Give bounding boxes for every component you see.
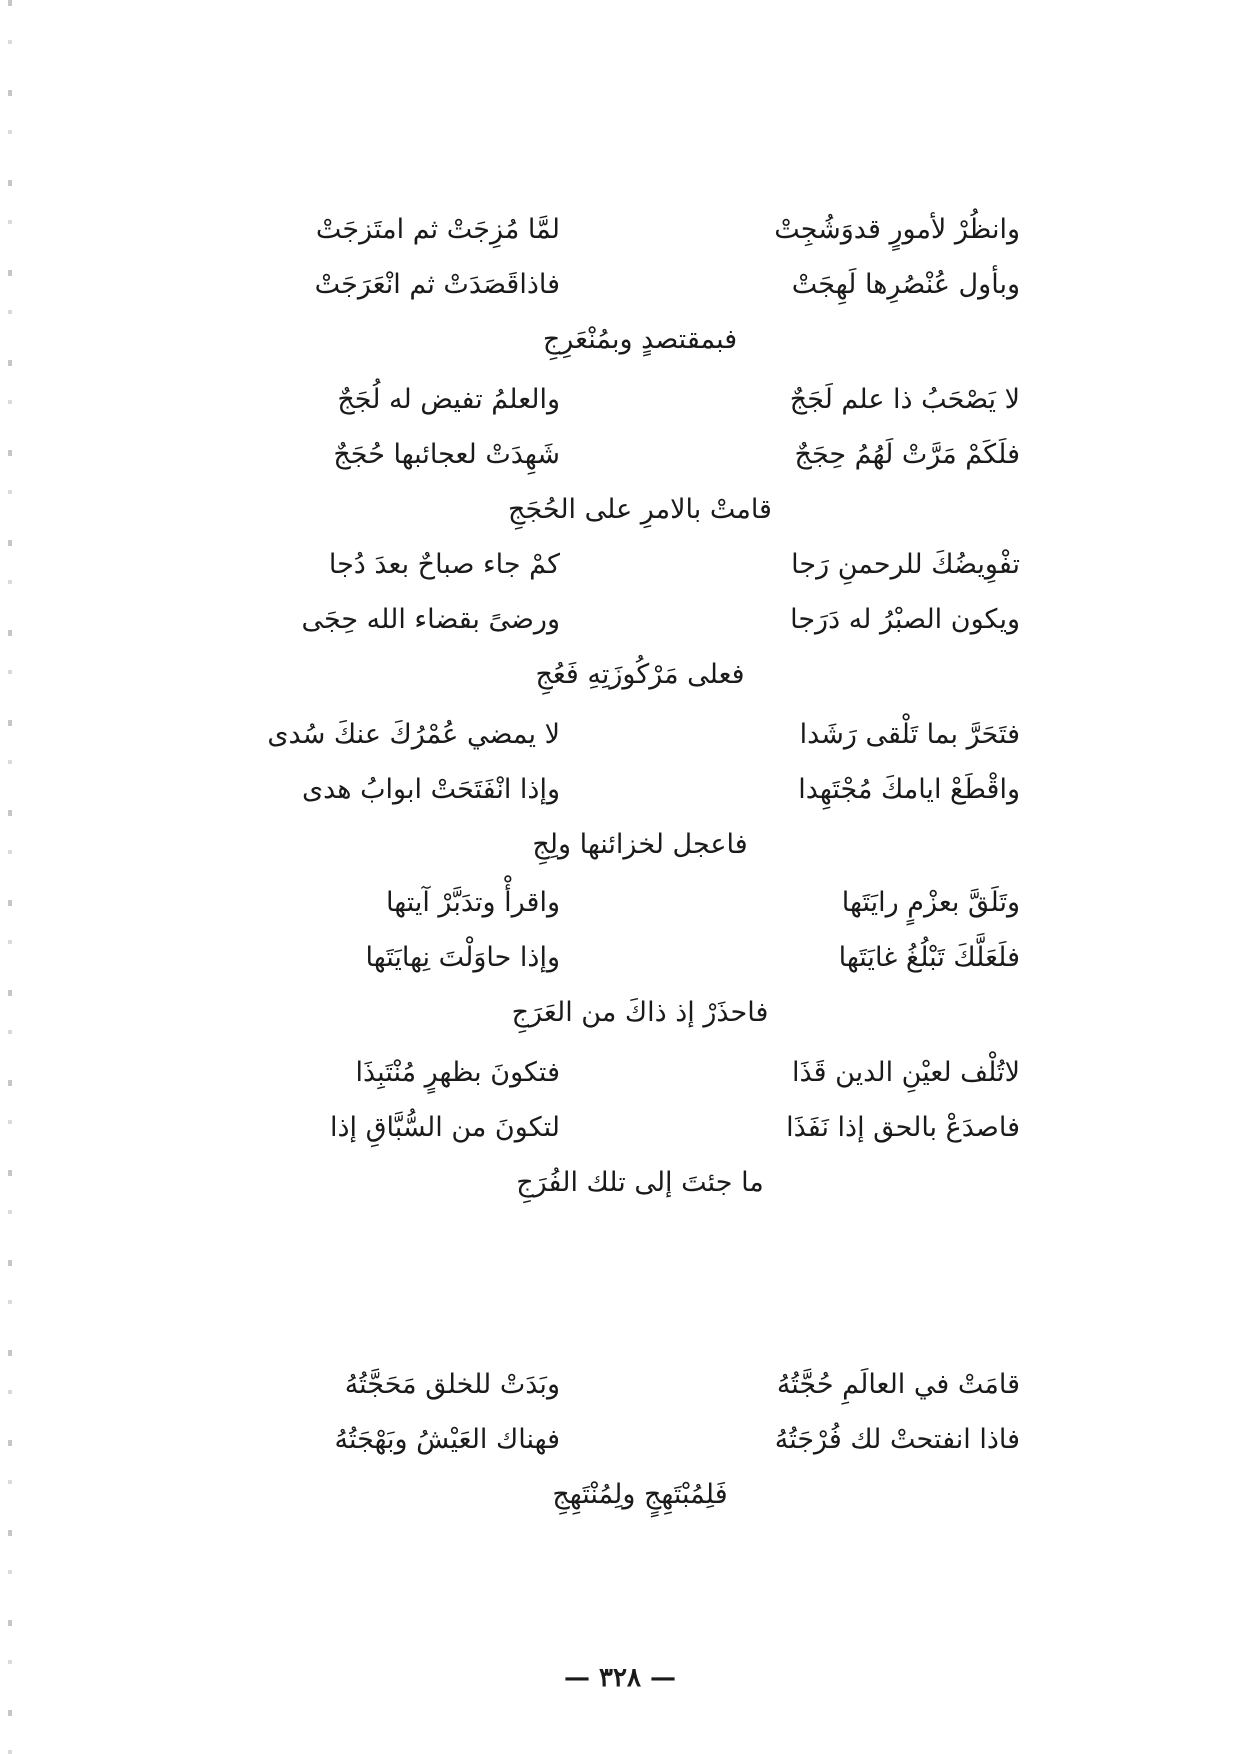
refrain-line [0, 1470, 1240, 1520]
second-hemistich: والعلمُ تفيض له لُجَجٌ [337, 384, 560, 415]
first-hemistich: وتَلَقَّ بعزْمٍ رايَتَها [841, 887, 1020, 918]
verse-line [0, 1103, 1240, 1153]
page-number: — ٣٢٨ — [563, 1663, 677, 1693]
refrain-text: قامتْ بالامرِ على الحُجَجِ [508, 494, 772, 525]
first-hemistich: لا يَصْحَبُ ذا علم لَجَجٌ [789, 384, 1020, 415]
verse-line [0, 765, 1240, 815]
second-hemistich: شَهِدَتْ لعجائبها حُجَجٌ [333, 439, 560, 470]
second-hemistich: فهناك العَيْشُ وبَهْجَتُهُ [334, 1424, 560, 1455]
second-hemistich: فاذاقَصَدَتْ ثم انْعَرَجَتْ [314, 269, 560, 300]
first-hemistich: فتَحَرَّ بما تَلْقى رَشَدا [799, 719, 1020, 750]
first-hemistich: فلَكَمْ مَرَّتْ لَهُمُ حِجَجٌ [794, 439, 1020, 470]
first-hemistich: واقْطَعْ ايامكَ مُجْتَهِدا [798, 774, 1020, 805]
refrain-line [0, 988, 1240, 1038]
second-hemistich: وإذا حاوَلْتَ نِهايَتَها [365, 942, 560, 973]
verse-line [0, 375, 1240, 425]
verse-line [0, 1415, 1240, 1465]
verse-line [0, 1360, 1240, 1410]
refrain-text: فاحذَرْ إذ ذاكَ من العَرَجِ [511, 997, 769, 1028]
second-hemistich: وإذا انْفَتَحَتْ ابوابُ هدى [301, 774, 560, 805]
second-hemistich: لتكونَ من السُّبَّاقِ إذا [330, 1112, 560, 1143]
refrain-line [0, 650, 1240, 700]
second-hemistich: كمْ جاء صباحٌ بعدَ دُجا [328, 549, 560, 580]
first-hemistich: فاصدَعْ بالحق إذا نَفَذَا [786, 1112, 1020, 1143]
refrain-text: فعلى مَرْكُوزَتِهِ فَعُجِ [535, 659, 745, 690]
second-hemistich: لمَّا مُزِجَتْ ثم امتَزجَتْ [315, 214, 560, 245]
first-hemistich: ويكون الصبْرُ له دَرَجا [790, 604, 1020, 635]
verse-line [0, 430, 1240, 480]
verse-line [0, 205, 1240, 255]
second-hemistich: واقرأْ وتدَبَّرْ آيتها [386, 887, 560, 918]
first-hemistich: لاتُلْف لعيْنِ الدين قَذَا [791, 1057, 1020, 1088]
first-hemistich: قامَتْ في العالَمِ حُجَّتُهُ [776, 1369, 1020, 1400]
verse-line [0, 933, 1240, 983]
first-hemistich: فاذا انفتحتْ لك فُرْجَتُهُ [774, 1424, 1020, 1455]
refrain-text: فَلِمُبْتَهِجٍ ولِمُنْتَهِجِ [552, 1479, 728, 1510]
second-hemistich: ورضىً بقضاء الله حِجَى [301, 604, 560, 635]
verse-line [0, 878, 1240, 928]
second-hemistich: فتكونَ بظهرٍ مُنْتَبِذَا [355, 1057, 560, 1088]
first-hemistich: وبأول عُنْصُرِها لَهِجَتْ [791, 269, 1020, 300]
second-hemistich: لا يمضي عُمْرُكَ عنكَ سُدى [267, 719, 560, 750]
first-hemistich: وانظُرْ لأمورٍ قدوَشُجِتْ [774, 214, 1020, 245]
first-hemistich: تفْوِيضُكَ للرحمنِ رَجا [791, 549, 1020, 580]
verse-line [0, 710, 1240, 760]
verse-line [0, 1048, 1240, 1098]
verse-line [0, 540, 1240, 590]
refrain-line [0, 315, 1240, 365]
refrain-line [0, 820, 1240, 870]
refrain-text: ما جئتَ إلى تلك الفُرَجِ [516, 1167, 764, 1198]
verse-line [0, 260, 1240, 310]
first-hemistich: فلَعَلَّكَ تَبْلُغُ غايَتَها [838, 942, 1020, 973]
refrain-text: فاعجل لخزائنها ولِجِ [532, 829, 748, 860]
refrain-line [0, 1158, 1240, 1208]
verse-line [0, 595, 1240, 645]
refrain-line [0, 485, 1240, 535]
second-hemistich: وبَدَتْ للخلق مَحَجَّتُهُ [344, 1369, 560, 1400]
refrain-text: فبمقتصدٍ وبمُنْعَرِجِ [542, 324, 738, 355]
